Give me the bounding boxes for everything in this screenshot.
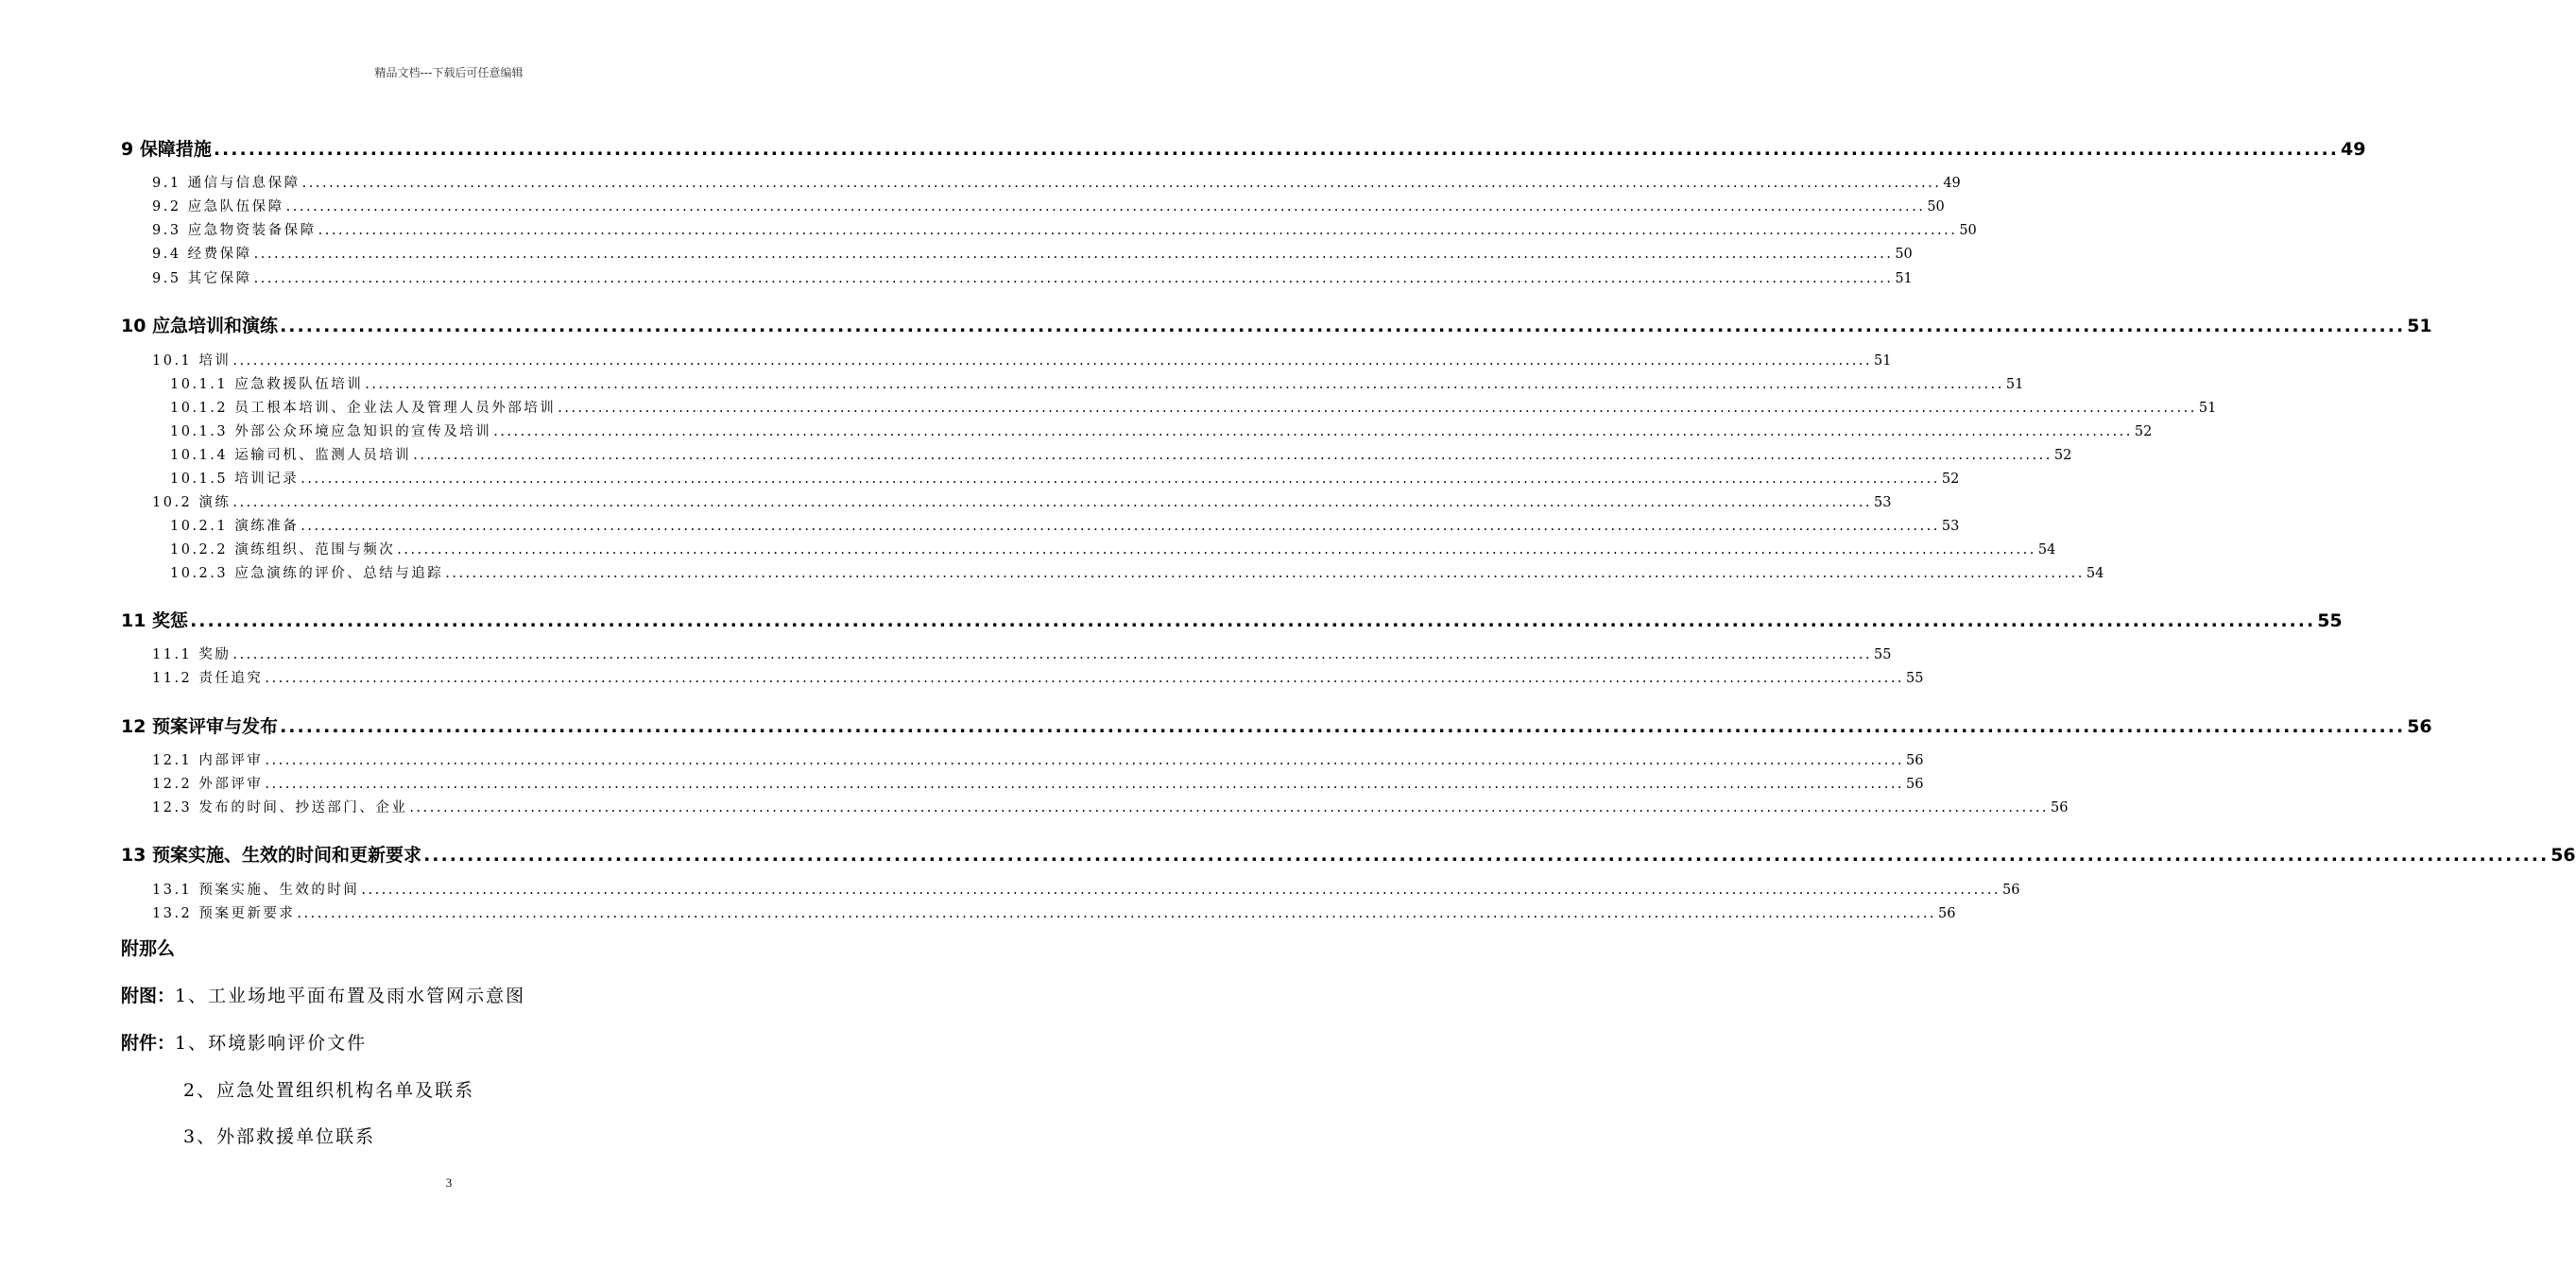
toc-leader-dots: .................................................................................................................................................................................................................................................... — [280, 716, 2406, 737]
toc-leader-dots: .................................................................................................................................................................................................................................................... — [280, 316, 2406, 336]
toc-entry-page: 54 — [2037, 542, 2056, 558]
toc-leader-dots: .................................................................................................................................................................................................................................................... — [232, 647, 1873, 662]
toc-leader-dots: .................................................................................................................................................................................................................................................... — [397, 542, 2036, 558]
appendix-title: 附那么 — [121, 938, 176, 959]
toc-leader-dots: .................................................................................................................................................................................................................................................... — [558, 401, 2197, 416]
page-header: 精品文档---下载后可任意编辑 — [374, 66, 524, 79]
toc-entry — [152, 644, 1892, 664]
toc-leader-dots: .................................................................................................................................................................................................................................................... — [423, 845, 2550, 866]
toc-leader-dots: .................................................................................................................................................................................................................................................... — [365, 377, 2004, 392]
toc-entry-label: 12.3 发布的时间、抄送部门、企业 — [152, 800, 408, 815]
toc-entry-page: 55 — [2317, 610, 2343, 631]
toc-leader-dots: .................................................................................................................................................................................................................................................... — [409, 800, 2050, 815]
toc-entry — [152, 267, 1913, 288]
toc-entry-label: 13 预案实施、生效的时间和更新要求 — [121, 845, 422, 866]
toc-entry-page: 53 — [1941, 519, 1960, 534]
toc-entry-label: 10 应急培训和演练 — [121, 316, 279, 336]
toc-entry — [152, 797, 2069, 817]
toc-entry-page: 51 — [2005, 377, 2024, 392]
appendix-figure-line — [121, 982, 525, 1007]
toc-entry-page: 52 — [2134, 424, 2153, 439]
toc-entry — [152, 243, 1913, 264]
toc-leader-dots: .................................................................................................................................................................................................................................................... — [265, 777, 1905, 792]
toc-entry-page: 56 — [1938, 906, 1956, 921]
toc-entry-label: 9.5 其它保障 — [152, 271, 252, 286]
figure-item-1: 1、工业场地平面布置及雨水管网示意图 — [175, 986, 526, 1006]
toc-leader-dots: .................................................................................................................................................................................................................................................... — [297, 906, 1937, 921]
toc-leader-dots: .................................................................................................................................................................................................................................................... — [232, 495, 1873, 510]
toc-entry — [170, 420, 2153, 441]
toc-entry-label: 10.2.1 演练准备 — [170, 519, 300, 534]
toc-entry-page: 55 — [1906, 671, 1924, 686]
toc-leader-dots: .................................................................................................................................................................................................................................................... — [213, 139, 2339, 160]
toc-entry-page: 50 — [1959, 223, 1977, 238]
toc-entry-page: 51 — [2198, 401, 2217, 416]
attachment-item-1: 1、环境影响评价文件 — [175, 1033, 368, 1054]
toc-leader-dots: .................................................................................................................................................................................................................................................... — [301, 472, 1940, 487]
toc-leader-dots: .................................................................................................................................................................................................................................................... — [445, 566, 2085, 581]
toc-entry — [152, 667, 1924, 688]
toc-entry-label: 12.1 内部评审 — [152, 753, 264, 768]
page-number: 3 — [445, 1176, 453, 1190]
toc-entry-label: 12.2 外部评审 — [152, 777, 264, 792]
toc-entry-page: 51 — [1895, 271, 1913, 286]
attachment-label: 附件： — [121, 1033, 176, 1054]
toc-entry-label: 10.2.3 应急演练的评价、总结与追踪 — [170, 566, 444, 581]
attachment-item-3: 3、外部救援单位联系 — [183, 1126, 376, 1147]
toc-entry — [152, 172, 1961, 193]
toc-entry-label: 10.1 培训 — [152, 353, 232, 369]
toc-entry — [121, 312, 2432, 338]
toc-entry-page: 54 — [2086, 566, 2104, 581]
toc-entry-label: 12 预案评审与发布 — [121, 716, 279, 737]
toc-entry-label: 10.1.3 外部公众环境应急知识的宣传及培训 — [170, 424, 492, 439]
toc-entry — [170, 397, 2217, 418]
toc-entry-label: 11.2 责任追究 — [152, 671, 264, 686]
toc-entry-label: 10.1.2 员工根本培训、企业法人及管理人员外部培训 — [170, 401, 557, 416]
toc-entry — [170, 444, 2072, 465]
toc-entry — [121, 712, 2432, 739]
toc-leader-dots: .................................................................................................................................................................................................................................................... — [361, 883, 2001, 898]
toc-entry-page: 56 — [2002, 883, 2020, 898]
toc-leader-dots: .................................................................................................................................................................................................................................................... — [285, 199, 1926, 215]
toc-entry-label: 11 奖惩 — [121, 610, 189, 631]
toc-entry — [152, 749, 1924, 770]
toc-entry — [121, 135, 2366, 162]
toc-entry-page: 56 — [1906, 777, 1924, 792]
toc-entry-page: 50 — [1927, 199, 1945, 215]
toc-leader-dots: .................................................................................................................................................................................................................................................... — [265, 671, 1905, 686]
toc-entry-label: 9.3 应急物资装备保障 — [152, 223, 317, 238]
appendix-attachment-line — [121, 1029, 367, 1055]
toc-entry-page: 56 — [2550, 845, 2576, 866]
toc-entry-label: 9.1 通信与信息保障 — [152, 176, 301, 191]
toc-entry-label: 10.1.5 培训记录 — [170, 472, 300, 487]
toc-entry-page: 51 — [2407, 316, 2432, 336]
toc-entry-page: 55 — [1874, 647, 1892, 662]
toc-entry — [152, 773, 1924, 794]
toc-entry — [170, 515, 1960, 536]
toc-entry — [152, 196, 1945, 216]
toc-entry — [170, 468, 1960, 489]
toc-leader-dots: .................................................................................................................................................................................................................................................... — [190, 610, 2316, 631]
toc-leader-dots: .................................................................................................................................................................................................................................................... — [301, 176, 1942, 191]
toc-entry — [152, 350, 1892, 370]
toc-leader-dots: .................................................................................................................................................................................................................................................... — [265, 753, 1905, 768]
toc-entry-page: 49 — [2340, 139, 2366, 160]
toc-entry-page: 51 — [1874, 353, 1892, 369]
toc-entry-page: 56 — [2051, 800, 2069, 815]
toc-entry — [152, 879, 2020, 900]
toc-entry-page: 56 — [2407, 716, 2432, 737]
toc-leader-dots: .................................................................................................................................................................................................................................................... — [253, 271, 1894, 286]
figure-label: 附图： — [121, 986, 176, 1006]
toc-entry-label: 9.2 应急队伍保障 — [152, 199, 284, 215]
toc-entry-page: 52 — [2053, 448, 2072, 463]
toc-entry-label: 13.1 预案实施、生效的时间 — [152, 883, 360, 898]
toc-entry-label: 10.1.4 运输司机、监测人员培训 — [170, 448, 412, 463]
toc-entry-label: 13.2 预案更新要求 — [152, 906, 296, 921]
toc-entry — [121, 841, 2576, 867]
toc-entry-label: 10.2 演练 — [152, 495, 232, 510]
toc-entry-label: 10.2.2 演练组织、范围与频次 — [170, 542, 396, 558]
toc-entry — [152, 902, 1956, 923]
toc-entry — [170, 562, 2104, 583]
toc-entry-page: 56 — [1906, 753, 1924, 768]
toc-entry-label: 11.1 奖励 — [152, 647, 232, 662]
toc-entry-label: 9.4 经费保障 — [152, 247, 252, 262]
toc-entry — [170, 373, 2024, 394]
toc-leader-dots: .................................................................................................................................................................................................................................................... — [318, 223, 1958, 238]
toc-entry — [152, 219, 1977, 240]
toc-entry — [170, 539, 2056, 559]
toc-leader-dots: .................................................................................................................................................................................................................................................... — [253, 247, 1894, 262]
toc-leader-dots: .................................................................................................................................................................................................................................................... — [493, 424, 2133, 439]
toc-entry-page: 49 — [1943, 176, 1961, 191]
attachment-item-2: 2、应急处置组织机构名单及联系 — [183, 1080, 475, 1101]
toc-leader-dots: .................................................................................................................................................................................................................................................... — [301, 519, 1940, 534]
toc-entry-page: 52 — [1941, 472, 1960, 487]
toc-entry-label: 9 保障措施 — [121, 139, 212, 160]
toc-entry — [121, 607, 2343, 633]
toc-entry — [152, 491, 1892, 512]
toc-entry-label: 10.1.1 应急救援队伍培训 — [170, 377, 364, 392]
toc-leader-dots: .................................................................................................................................................................................................................................................... — [232, 353, 1873, 369]
toc-entry-page: 50 — [1895, 247, 1913, 262]
toc-entry-page: 53 — [1874, 495, 1892, 510]
toc-leader-dots: .................................................................................................................................................................................................................................................... — [413, 448, 2052, 463]
